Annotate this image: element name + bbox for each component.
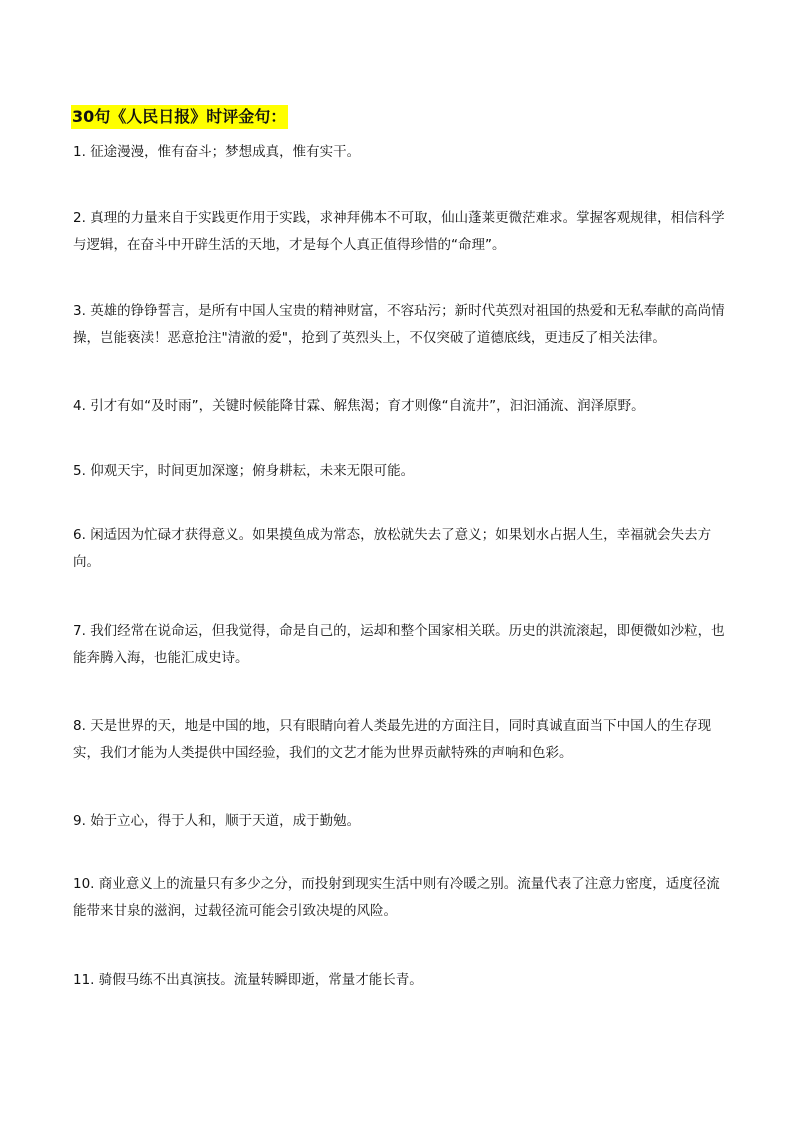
- list-item: [73, 713, 728, 767]
- item-text: 闲适因为忙碌才获得意义。如果摸鱼成为常态，放松就失去了意义；如果划水占据人生，幸福就会失去方向。: [73, 527, 712, 570]
- item-text: 英雄的铮铮誓言，是所有中国人宝贵的精神财富，不容玷污；新时代英烈对祖国的热爱和无私奉献的高尚情操，岂能亵渎！恶意抢注"清澈的爱"，抢到了英烈头上，不仅突破了道德底线，更违反了相关法律。: [73, 303, 725, 346]
- list-item: [73, 808, 728, 835]
- item-number: 1.: [73, 144, 86, 160]
- item-number: 11.: [73, 972, 95, 988]
- list-item: [73, 298, 728, 352]
- list-item: [73, 393, 728, 420]
- item-text: 征途漫漫，惟有奋斗；梦想成真，惟有实干。: [90, 144, 361, 160]
- item-number: 6.: [73, 527, 86, 543]
- item-number: 10.: [73, 876, 95, 892]
- item-number: 8.: [73, 718, 86, 734]
- item-number: 4.: [73, 398, 86, 414]
- item-number: 9.: [73, 813, 86, 829]
- list-item: [73, 871, 728, 925]
- item-text: 引才有如“及时雨”，关键时候能降甘霖、解焦渴；育才则像“自流井”，汩汩涌流、润泽原野。: [90, 398, 645, 414]
- item-text: 始于立心，得于人和，顺于天道，成于勤勉。: [90, 813, 361, 829]
- item-text: 我们经常在说命运，但我觉得，命是自己的，运却和整个国家相关联。历史的洪流滚起，即便微如沙粒，也能奔腾入海，也能汇成史诗。: [73, 623, 725, 666]
- item-number: 7.: [73, 623, 86, 639]
- list-item: [73, 967, 728, 994]
- item-number: 3.: [73, 303, 86, 319]
- item-text: 商业意义上的流量只有多少之分，而投射到现实生活中则有冷暖之别。流量代表了注意力密度，适度径流能带来甘泉的滋润，过载径流可能会引致决堤的风险。: [73, 876, 720, 919]
- item-number: 5.: [73, 463, 86, 479]
- item-text: 天是世界的天，地是中国的地，只有眼睛向着人类最先进的方面注目，同时真诚直面当下中国人的生存现实，我们才能为人类提供中国经验，我们的文艺才能为世界贡献特殊的声响和色彩。: [73, 718, 712, 761]
- list-item: [73, 522, 728, 576]
- item-number: 2.: [73, 210, 86, 226]
- item-text: 骑假马练不出真演技。流量转瞬即逝，常量才能长青。: [98, 972, 423, 988]
- list-item: [73, 205, 728, 259]
- document-title: 30句《人民日报》时评金句：: [71, 105, 288, 129]
- item-text: 真理的力量来自于实践更作用于实践，求神拜佛本不可取，仙山蓬莱更微茫难求。掌握客观规律，相信科学与逻辑，在奋斗中开辟生活的天地，才是每个人真正值得珍惜的“命理”。: [73, 210, 725, 253]
- list-item: [73, 618, 728, 672]
- item-text: 仰观天宇，时间更加深邃；俯身耕耘，未来无限可能。: [90, 463, 415, 479]
- list-item: [73, 458, 728, 485]
- list-item: [73, 139, 728, 166]
